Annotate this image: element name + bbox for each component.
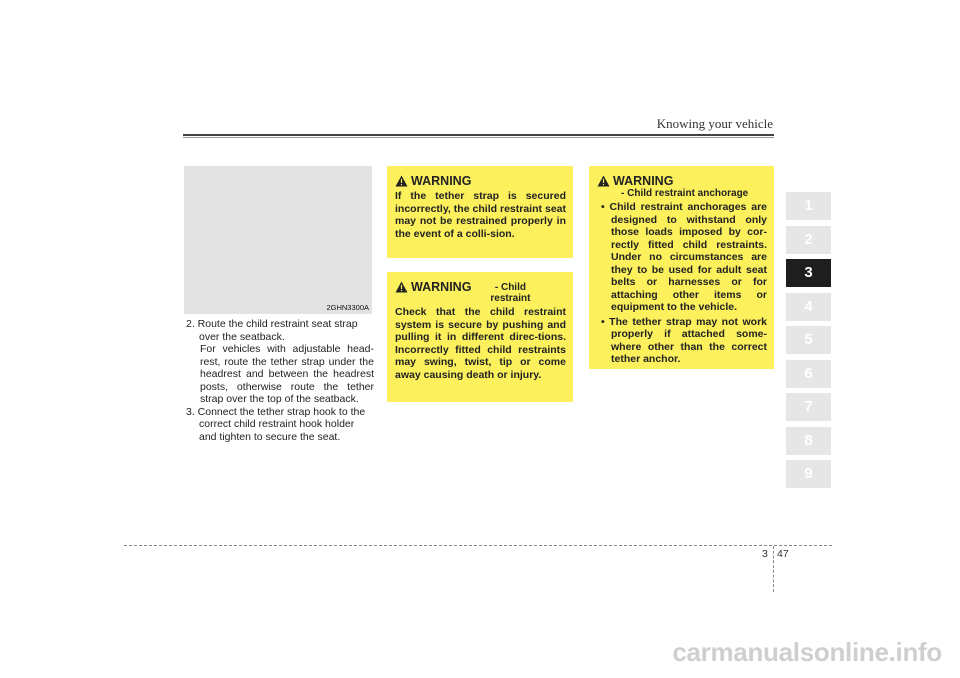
warning-subtitle: - Child restraint anchorage [621,188,749,199]
chapter-tab-2[interactable]: 2 [786,226,831,254]
header-rule-thin [183,137,774,138]
chapter-tab-5[interactable]: 5 [786,326,831,354]
page-number: 47 [777,548,789,560]
chapter-tab-8[interactable]: 8 [786,427,831,455]
warning-bullet: • Child restraint anchorages are designed to withstand only those loads imposed by cor-rectly fitted child restraints. Under no circumstances are they to be used for adult seat belts or harnesses or for attaching other items or equipment to the vehicle. [601,201,767,313]
chapter-tab-9[interactable]: 9 [786,460,831,488]
warning-label: WARNING [411,280,472,294]
page-number-divider [773,546,775,592]
chapter-tab-6[interactable]: 6 [786,360,831,388]
step-2-note: For vehicles with adjustable head-rest, route the tether strap under the headrest and between the headrest posts, otherwise route the tether strap over the top of the seatback. [200,343,374,405]
warning-triangle-icon [395,281,408,293]
warning-bullet: • The tether strap may not work properly if attached some-where other than the correct tether anchor. [601,315,767,365]
step-3: 3. Connect the tether strap hook to the correct child restraint hook holder and tighten to secure the seat. [186,405,366,443]
warning-box-anchorage [589,166,774,369]
warning-text: If the tether strap is secured incorrectly, the child restraint seat may not be restrained properly in the event of a colli-sion. [395,190,566,240]
watermark: carmanualsonline.info [672,637,942,667]
footer-rule [124,545,832,546]
instruction-steps [186,318,374,443]
page-chapter-number: 3 [762,548,768,560]
figure-image [184,166,372,314]
chapter-tab-4[interactable]: 4 [786,293,831,321]
chapter-tab-3[interactable]: 3 [786,259,831,287]
header-rule [183,134,774,136]
warning-triangle-icon [597,175,610,187]
warning-subtitle: - Child restraint [490,282,531,304]
section-title: Knowing your vehicle [656,116,773,131]
warning-box-child-restraint [387,272,573,402]
warning-text: Check that the child restraint system is secure by pushing and pulling it in different direc-tions. Incorrectly fitted child restraints may swing, twist, tip or come away causing death or injury. [395,306,566,381]
warning-list [597,201,767,366]
step-2: 2. Route the child restraint seat strap over the seatback. [186,318,358,343]
chapter-tab-1[interactable]: 1 [786,192,831,220]
warning-box-tether [387,166,573,258]
warning-label: WARNING [613,174,674,188]
warning-triangle-icon [395,175,408,187]
chapter-tabs [786,192,831,494]
warning-label: WARNING [411,174,472,188]
chapter-tab-7[interactable]: 7 [786,393,831,421]
figure-code: 2GHN3300A [326,303,369,312]
